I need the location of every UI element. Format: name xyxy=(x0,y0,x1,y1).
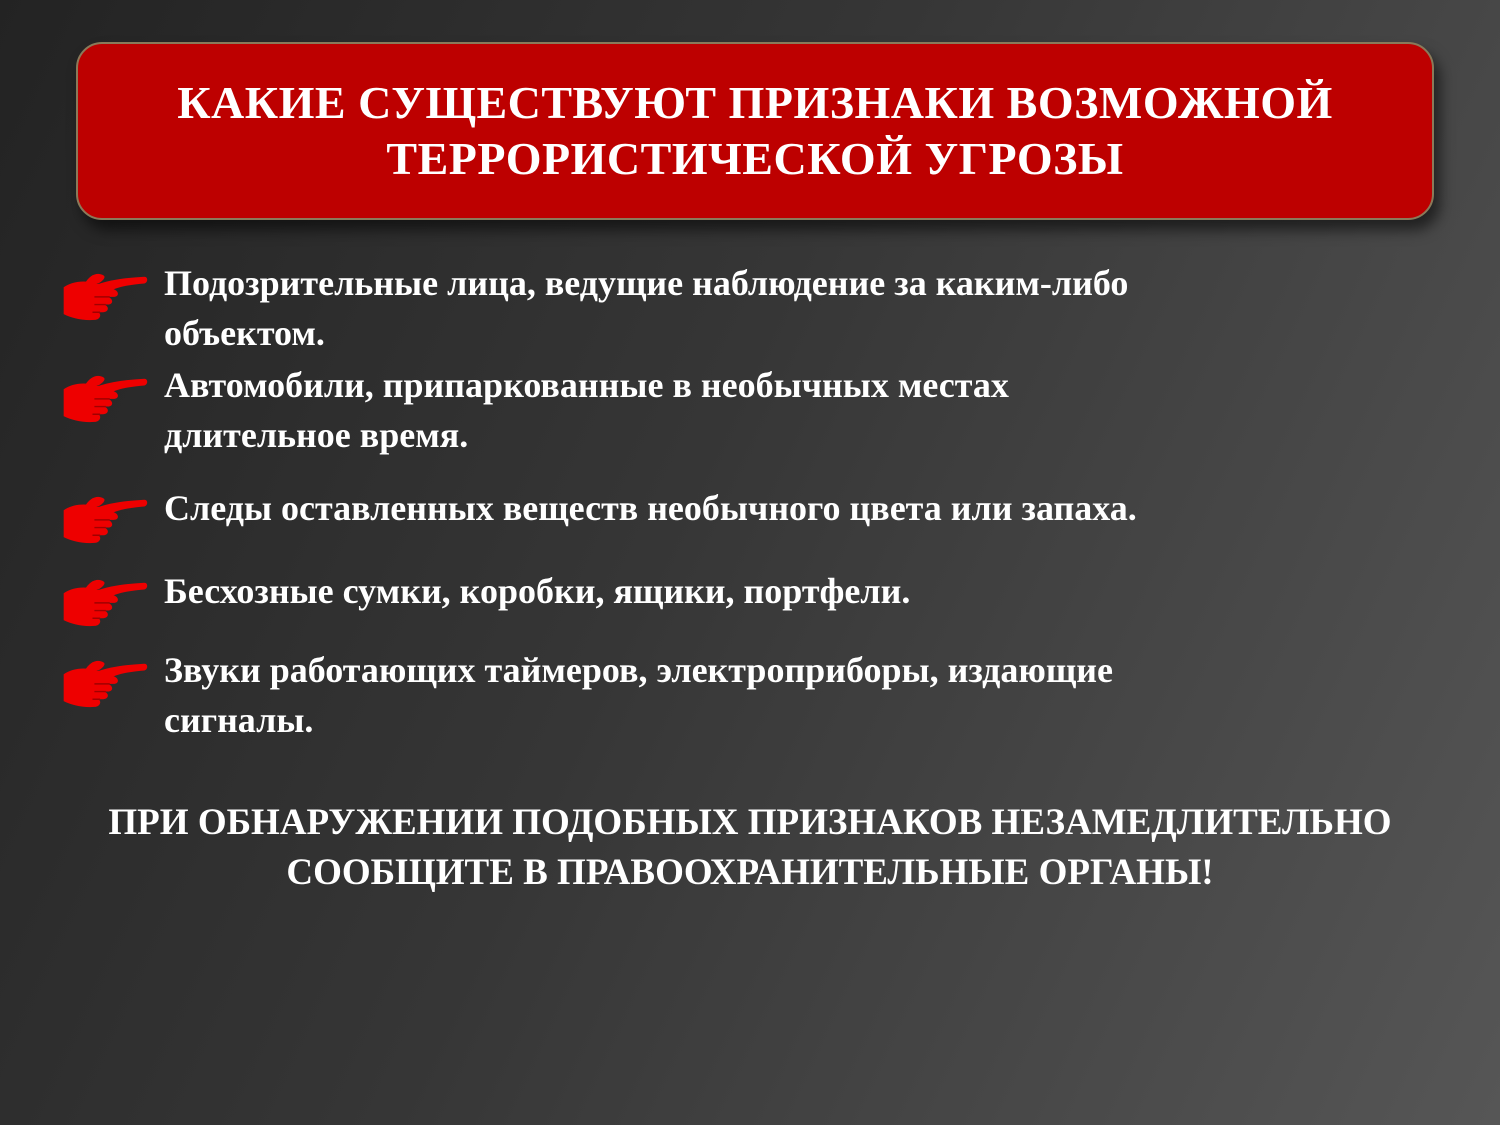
list-item-line-1: Бесхозные сумки, коробки, ящики, портфели. xyxy=(164,571,911,611)
list-item-line-1: Автомобили, припаркованные в необычных местах xyxy=(164,365,1009,405)
pointing-hand-icon xyxy=(56,651,152,711)
warning-line-1: ПРИ ОБНАРУЖЕНИИ ПОДОБНЫХ ПРИЗНАКОВ НЕЗАМЕДЛИТЕЛЬНО xyxy=(108,802,1392,843)
warning-notice xyxy=(0,798,1500,898)
list-item-text xyxy=(164,645,1464,745)
title-banner xyxy=(76,42,1434,220)
list-item-text xyxy=(164,483,1464,533)
pointing-hand-icon xyxy=(56,487,152,547)
list-item-text xyxy=(164,566,1464,616)
list-item-line-1: Звуки работающих таймеров, электроприборы, издающие xyxy=(164,650,1113,690)
list-item-text xyxy=(164,360,1464,460)
title-line-1: КАКИЕ СУЩЕСТВУЮТ ПРИЗНАКИ ВОЗМОЖНОЙ xyxy=(177,77,1333,128)
warning-line-2: СООБЩИТЕ В ПРАВООХРАНИТЕЛЬНЫЕ ОРГАНЫ! xyxy=(286,852,1214,893)
list-item-line-2: сигналы. xyxy=(164,700,314,740)
list-item-line-1: Следы оставленных веществ необычного цвета или запаха. xyxy=(164,488,1137,528)
pointing-hand-icon xyxy=(56,264,152,324)
pointing-hand-icon xyxy=(56,570,152,630)
pointing-hand-icon xyxy=(56,366,152,426)
page-title xyxy=(177,75,1333,187)
list-item-line-1: Подозрительные лица, ведущие наблюдение за каким-либо xyxy=(164,263,1129,303)
list-item-text xyxy=(164,258,1464,358)
list-item-line-2: длительное время. xyxy=(164,415,469,455)
list-item-line-2: объектом. xyxy=(164,313,325,353)
title-line-2: ТЕРРОРИСТИЧЕСКОЙ УГРОЗЫ xyxy=(386,133,1124,184)
